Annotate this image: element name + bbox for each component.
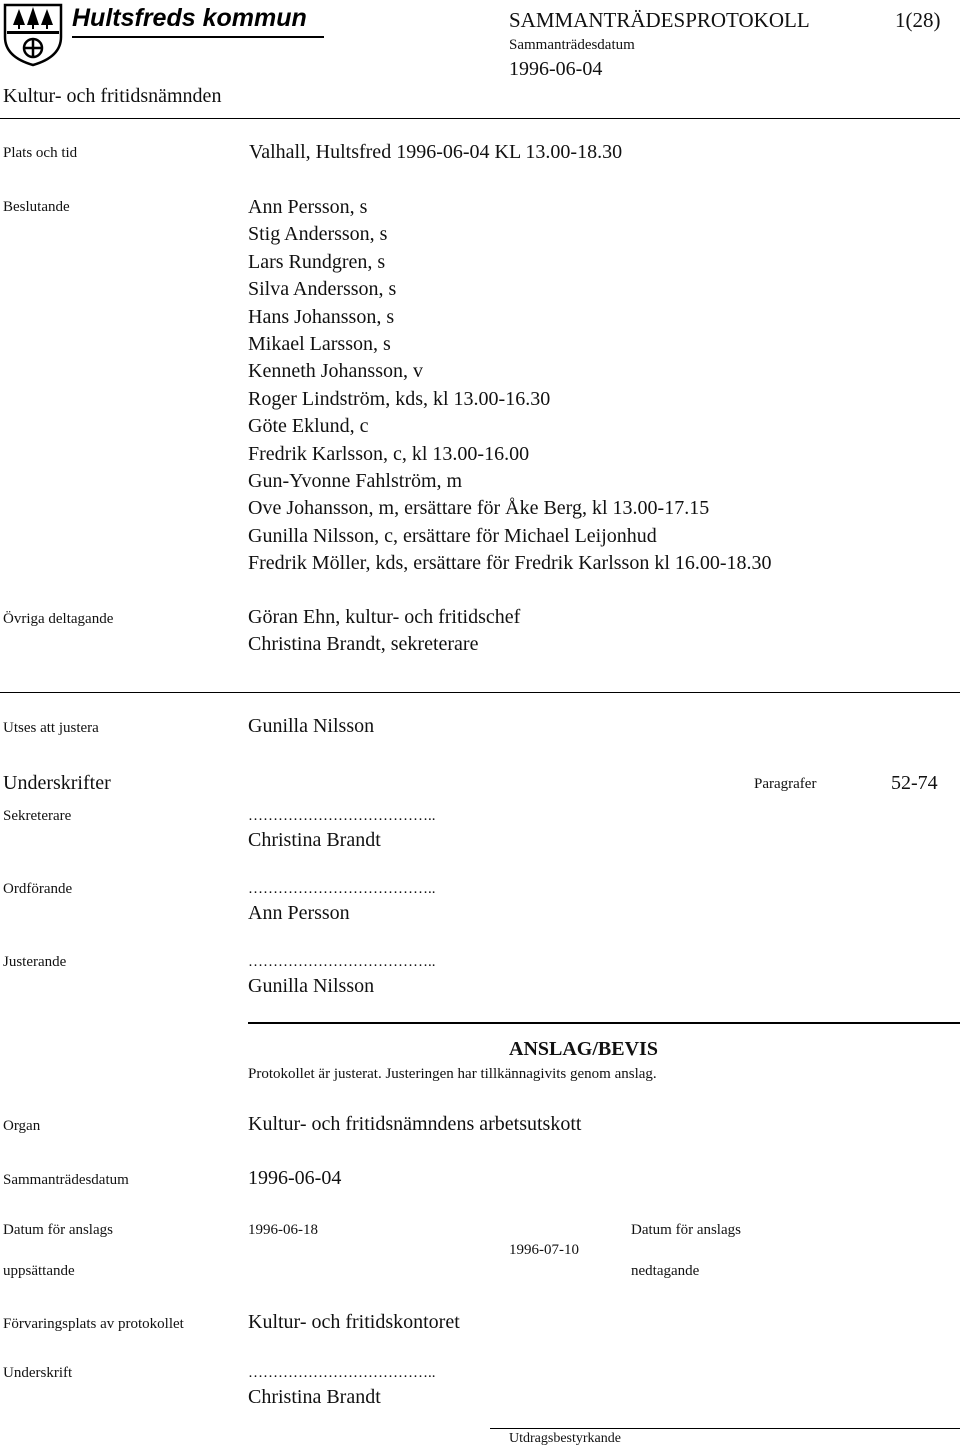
- member-name: Fredrik Möller, kds, ersättare för Fredrik Karlsson kl 16.00-18.30: [248, 552, 772, 575]
- meeting-date-label: Sammanträdesdatum: [509, 37, 635, 53]
- others-label: Övriga deltagande: [3, 611, 114, 627]
- intermediate-date: 1996-07-10: [509, 1242, 579, 1258]
- header-divider: [0, 118, 960, 119]
- posted-date: 1996-06-18: [248, 1222, 318, 1238]
- chair-label: Ordförande: [3, 881, 73, 897]
- signature-label: Underskrift: [3, 1365, 73, 1381]
- adjuster-name: Gunilla Nilsson: [248, 975, 375, 997]
- adjust-value: Gunilla Nilsson: [248, 715, 375, 737]
- municipality-name: Hultsfreds kommun: [72, 4, 307, 32]
- member-name: Kenneth Johansson, v: [248, 360, 423, 383]
- page-number: 1(28): [895, 8, 941, 32]
- member-name: Ove Johansson, m, ersättare för Åke Berg, kl 13.00-17.15: [248, 497, 710, 520]
- other-participant: Christina Brandt, sekreterare: [248, 633, 479, 655]
- chair-name: Ann Persson: [248, 902, 350, 924]
- signature-line: ………………………………..: [248, 808, 436, 824]
- notice-title: ANSLAG/BEVIS: [509, 1038, 658, 1060]
- member-name: Hans Johansson, s: [248, 305, 395, 328]
- signature-line: ………………………………..: [248, 881, 436, 897]
- place-label: Plats och tid: [3, 145, 78, 161]
- notice-date: 1996-06-04: [248, 1167, 342, 1189]
- member-name: Silva Andersson, s: [248, 278, 397, 301]
- member-name: Ann Persson, s: [248, 196, 368, 218]
- member-name: Roger Lindström, kds, kl 13.00-16.30: [248, 387, 551, 410]
- protocol-title: SAMMANTRÄDESPROTOKOLL: [509, 8, 810, 32]
- member-name: Göte Eklund, c: [248, 415, 369, 438]
- organ-value: Kultur- och fritidsnämndens arbetsutskott: [248, 1113, 582, 1135]
- municipal-coat-of-arms-icon: [3, 3, 63, 67]
- signature-name: Christina Brandt: [248, 1386, 381, 1408]
- notice-rule: [248, 1022, 960, 1024]
- member-name: Gunilla Nilsson, c, ersättare för Michael Leijonhud: [248, 524, 657, 547]
- meeting-date: 1996-06-04: [509, 58, 603, 80]
- members-label: Beslutande: [3, 199, 70, 215]
- signatures-label: Underskrifter: [3, 772, 111, 794]
- board-name: Kultur- och fritidsnämnden: [3, 85, 222, 107]
- adjuster-label: Justerande: [3, 954, 67, 970]
- section-divider: [0, 692, 960, 693]
- removed-label-line2: nedtagande: [631, 1263, 700, 1279]
- removed-label-line1: Datum för anslags: [631, 1222, 741, 1238]
- paragraphs-label: Paragrafer: [754, 776, 817, 792]
- adjust-label: Utses att justera: [3, 720, 99, 736]
- signature-line: ………………………………..: [248, 954, 436, 970]
- storage-value: Kultur- och fritidskontoret: [248, 1311, 460, 1333]
- paragraphs-range: 52-74: [891, 772, 938, 794]
- storage-label: Förvaringsplats av protokollet: [3, 1316, 184, 1332]
- signature-line: ………………………………..: [248, 1365, 436, 1381]
- member-name: Gun-Yvonne Fahlström, m: [248, 470, 463, 493]
- certified-copy-label: Utdragsbestyrkande: [509, 1431, 621, 1446]
- member-name: Mikael Larsson, s: [248, 333, 391, 356]
- secretary-label: Sekreterare: [3, 808, 72, 824]
- brand-underline: [72, 36, 324, 38]
- notice-text: Protokollet är justerat. Justeringen har tillkännagivits genom anslag.: [248, 1066, 657, 1082]
- place-value: Valhall, Hultsfred 1996-06-04 KL 13.00-18.30: [249, 141, 623, 163]
- certified-rule: [490, 1428, 960, 1429]
- other-participant: Göran Ehn, kultur- och fritidschef: [248, 606, 521, 628]
- organ-label: Organ: [3, 1118, 41, 1134]
- member-name: Stig Andersson, s: [248, 223, 388, 246]
- members-list: [248, 194, 772, 578]
- secretary-name: Christina Brandt: [248, 829, 381, 851]
- posted-label-line1: Datum för anslags: [3, 1222, 113, 1238]
- member-name: Lars Rundgren, s: [248, 250, 386, 273]
- posted-label-line2: uppsättande: [3, 1263, 75, 1279]
- member-name: Fredrik Karlsson, c, kl 13.00-16.00: [248, 442, 530, 465]
- notice-date-label: Sammanträdesdatum: [3, 1172, 129, 1188]
